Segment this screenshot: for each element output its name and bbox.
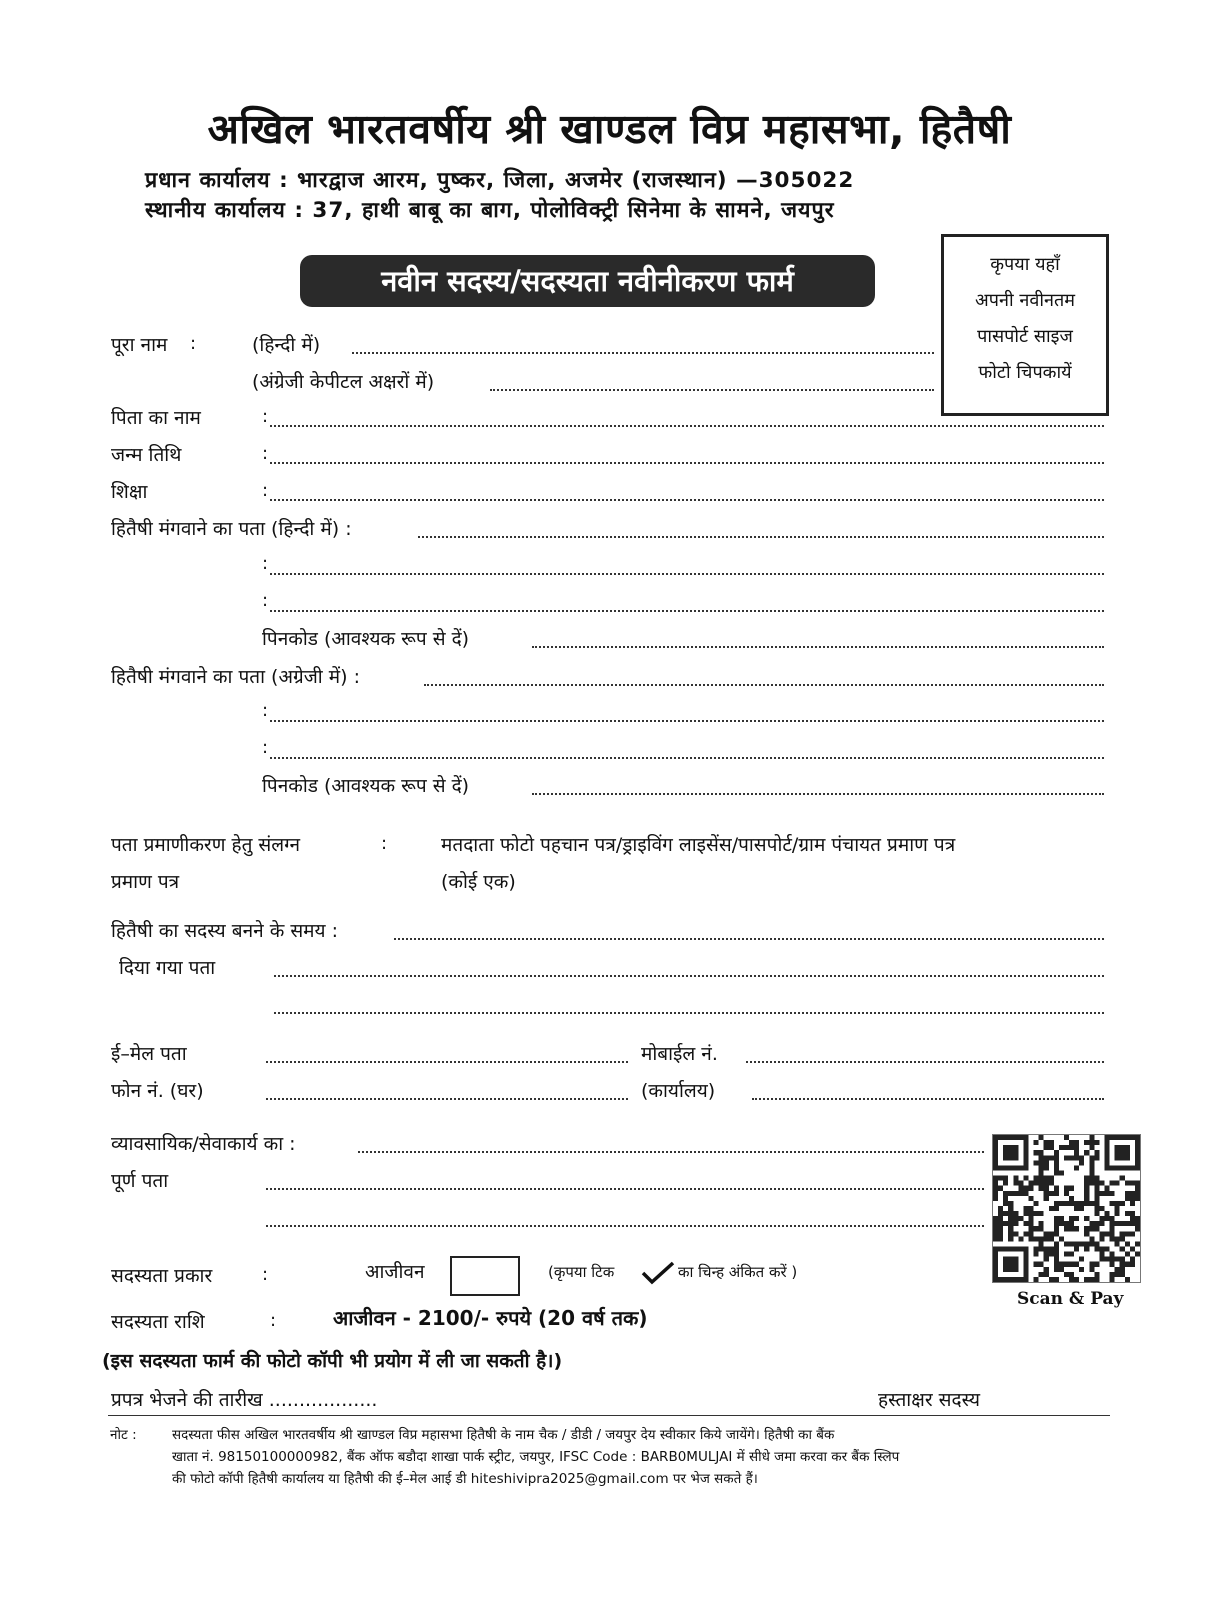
business-address-label-2: पूर्ण पता xyxy=(111,1170,169,1192)
colon: : xyxy=(190,333,197,354)
address-proof-label-2: प्रमाण पत्र xyxy=(111,871,180,893)
mobile-label: मोबाईल नं. xyxy=(641,1043,718,1065)
colon: : xyxy=(262,480,269,501)
business-address-label: व्यावसायिक/सेवाकार्य का : xyxy=(111,1133,296,1155)
tick-instruction-2: का चिन्ह अंकित करें ) xyxy=(678,1263,798,1281)
phone-home-label: फोन नं. (घर) xyxy=(111,1080,204,1102)
member-address-line-1[interactable] xyxy=(394,938,1104,940)
pincode-hindi-label: पिनकोड (आवश्यक रूप से दें) xyxy=(262,628,470,650)
tick-instruction: (कृपया टिक xyxy=(548,1263,615,1281)
colon: : xyxy=(262,590,269,611)
address-english-line-2[interactable] xyxy=(270,720,1104,722)
membership-fee-label: सदस्यता राशि xyxy=(111,1311,205,1333)
address-hindi-line-2[interactable] xyxy=(270,573,1104,575)
form-title-banner: नवीन सदस्य/सदस्यता नवीनीकरण फार्म xyxy=(300,255,875,307)
email-label: ई–मेल पता xyxy=(111,1043,187,1065)
divider xyxy=(108,1415,1110,1416)
colon: : xyxy=(381,833,388,854)
address-hindi-line-3[interactable] xyxy=(270,610,1104,612)
name-english-field[interactable] xyxy=(490,389,934,391)
education-label: शिक्षा xyxy=(111,481,148,503)
member-address-label-2: दिया गया पता xyxy=(119,957,216,979)
proof-any-one: (कोई एक) xyxy=(441,871,516,893)
business-address-line-2[interactable] xyxy=(266,1188,984,1190)
photo-box xyxy=(941,234,1109,416)
head-office-address: प्रधान कार्यालय : भारद्वाज आरम, पुष्कर, जिला, अजमेर (राजस्थान) —305022 xyxy=(145,168,855,193)
address-english-label: हितैषी मंगवाने का पता (अग्रेजी में) : xyxy=(111,666,360,688)
address-hindi-line-1[interactable] xyxy=(418,536,1104,538)
colon: : xyxy=(262,700,269,721)
member-address-line-2[interactable] xyxy=(274,975,1104,977)
pincode-english-label: पिनकोड (आवश्यक रूप से दें) xyxy=(262,775,470,797)
pincode-hindi-field[interactable] xyxy=(532,646,1104,648)
note-line: खाता नं. 98150100000982, बैंक ऑफ बडौदा शाखा पार्क स्ट्रीट, जयपुर, IFSC Code : BARB0MULJAI में सीधे जमा करवा कर बैंक स्लिप xyxy=(172,1449,900,1465)
organization-title: अखिल भारतवर्षीय श्री खाण्डल विप्र महासभा, हितैषी xyxy=(207,105,1012,153)
father-name-label: पिता का नाम xyxy=(111,407,201,429)
colon: : xyxy=(262,1264,269,1285)
dob-field[interactable] xyxy=(270,462,1104,464)
member-signature-label: हस्ताक्षर सदस्य xyxy=(878,1389,981,1411)
note-line: सदस्यता फीस अखिल भारतवर्षीय श्री खाण्डल विप्र महासभा हितैषी के नाम चैक / डीडी / जयपुर देय स्वीकार किये जायेंगे। हितैषी का बैंक xyxy=(172,1427,835,1443)
proof-options: मतदाता फोटो पहचान पत्र/ड्राइविंग लाइसेंस/पासपोर्ट/ग्राम पंचायत प्रमाण पत्र xyxy=(441,834,956,856)
colon: : xyxy=(262,443,269,464)
education-field[interactable] xyxy=(270,499,1104,501)
address-english-line-1[interactable] xyxy=(424,684,1104,686)
business-address-line-1[interactable] xyxy=(358,1151,984,1153)
note-line: की फोटो कॉपी हितैषी कार्यालय या हितैषी की ई–मेल आई डी hiteshivipra2025@gmail.com पर भेज सकते हैं। xyxy=(172,1471,758,1487)
member-address-line-3[interactable] xyxy=(274,1012,1104,1014)
note-label: नोट : xyxy=(110,1427,137,1443)
business-address-line-3[interactable] xyxy=(266,1225,984,1227)
phone-office-field[interactable] xyxy=(752,1098,1104,1100)
address-hindi-label: हितैषी मंगवाने का पता (हिन्दी में) : xyxy=(111,518,352,540)
member-address-label: हितैषी का सदस्य बनने के समय : xyxy=(111,920,338,942)
qr-code-icon xyxy=(993,1135,1140,1282)
photo-instruction-line: कृपया यहाँ xyxy=(990,254,1060,275)
lifetime-label: आजीवन xyxy=(365,1261,425,1283)
send-date: प्रपत्र भेजने की तारीख .................. xyxy=(111,1389,378,1411)
membership-fee-value: आजीवन - 2100/- रुपये (20 वर्ष तक) xyxy=(333,1306,648,1330)
qr-caption: Scan & Pay xyxy=(1017,1289,1124,1309)
local-office-address: स्थानीय कार्यालय : 37, हाथी बाबू का बाग, पोलोविक्ट्री सिनेमा के सामने, जयपुर xyxy=(145,198,835,223)
dob-label: जन्म तिथि xyxy=(111,444,182,466)
name-hindi-field[interactable] xyxy=(352,352,934,354)
pincode-english-field[interactable] xyxy=(532,793,1104,795)
colon: : xyxy=(270,1310,277,1331)
address-english-line-3[interactable] xyxy=(270,757,1104,759)
payment-qr-code xyxy=(992,1134,1141,1283)
father-name-field[interactable] xyxy=(270,425,1104,427)
phone-home-field[interactable] xyxy=(266,1098,628,1100)
colon: : xyxy=(262,737,269,758)
full-name-label: पूरा नाम xyxy=(111,334,168,356)
checkmark-icon xyxy=(640,1260,676,1286)
lifetime-checkbox[interactable] xyxy=(450,1256,520,1296)
mobile-field[interactable] xyxy=(746,1061,1104,1063)
photocopy-note: (इस सदस्यता फार्म की फोटो कॉपी भी प्रयोग में ली जा सकती है।) xyxy=(102,1350,563,1372)
name-hindi-label: (हिन्दी में) xyxy=(252,334,321,356)
photo-instruction-line: फोटो चिपकायें xyxy=(978,362,1072,383)
colon: : xyxy=(262,406,269,427)
membership-type-label: सदस्यता प्रकार xyxy=(111,1265,213,1287)
colon: : xyxy=(262,553,269,574)
address-proof-label: पता प्रमाणीकरण हेतु संलग्न xyxy=(111,834,301,856)
email-field[interactable] xyxy=(266,1061,628,1063)
name-english-label: (अंग्रेजी केपीटल अक्षरों में) xyxy=(252,371,435,393)
photo-instruction-line: पासपोर्ट साइज xyxy=(977,326,1073,347)
phone-office-label: (कार्यालय) xyxy=(641,1080,716,1102)
photo-instruction-line: अपनी नवीनतम xyxy=(974,290,1076,311)
